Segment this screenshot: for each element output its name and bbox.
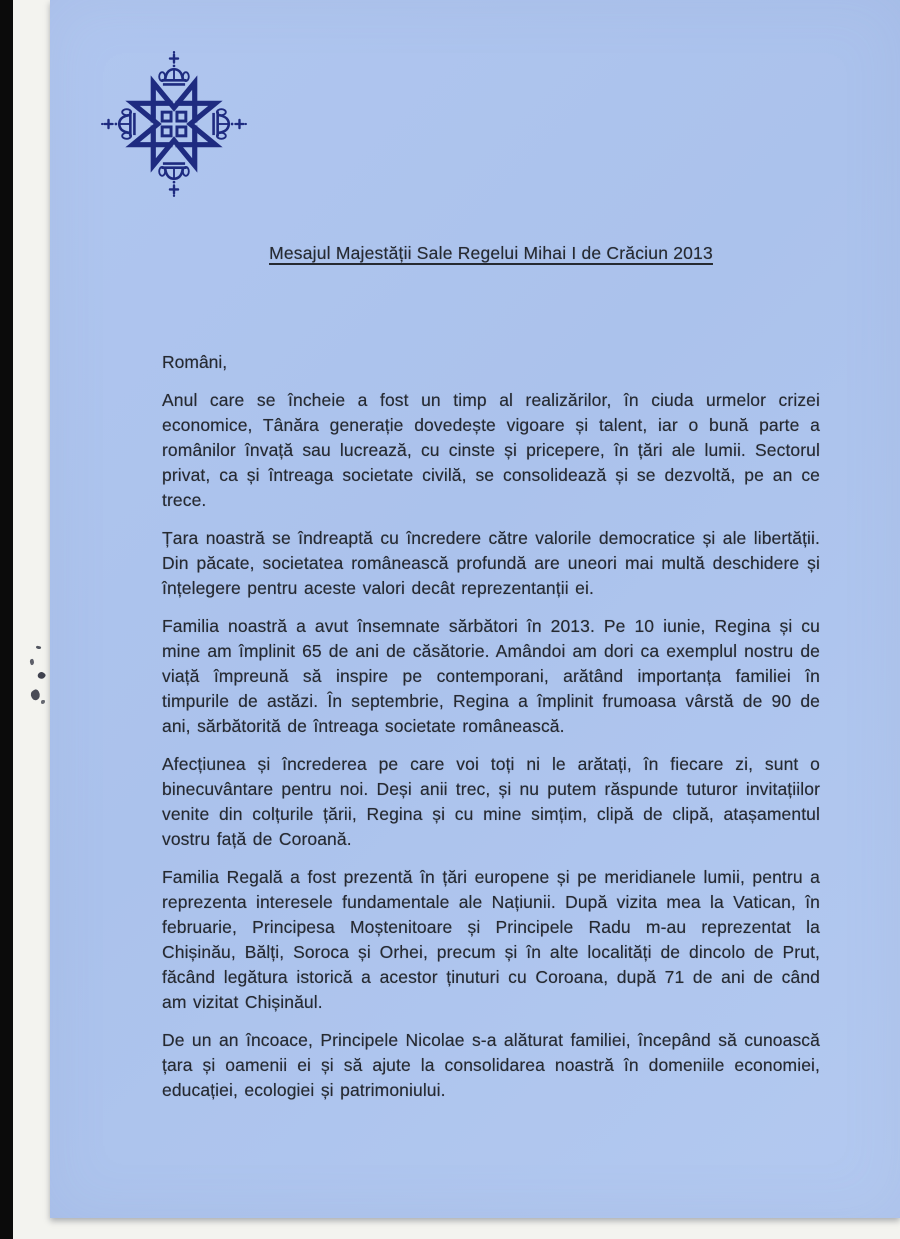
letter-salutation: Români, <box>162 352 228 372</box>
letter-body <box>162 0 820 1103</box>
letter-paragraph: De un an încoace, Principele Nicolae s-a alăturat familiei, începând să cunoască țara și oamenii ei și să ajute la consolidarea noastră în domeniile economiei, educației, ecologiei și patrimoniului. <box>162 1030 820 1100</box>
letter-title: Mesajul Majestății Sale Regelui Mihai I de Crăciun 2013 <box>269 243 713 263</box>
letter-paragraph: Familia Regală a fost prezentă în țări europene și pe meridianele lumii, pentru a reprezenta interesele fundamentale ale Națiunii. După vizita mea la Vatican, în februarie, Principesa Moștenitoare și Principele Radu m-au reprezentat la Chișinău, Bălți, Soroca și Orhei, precum și în alte localități de dincolo de Prut, făcând legătura istorică a acestor ținuturi cu Coroana, după 71 de ani de când am vizitat Chișinăul. <box>162 867 820 1012</box>
letter-paragraph: Familia noastră a avut însemnate sărbători în 2013. Pe 10 iunie, Regina și cu mine am împlinit 65 de ani de căsătorie. Amândoi am dori ca exemplul nostru de viață împreună să inspire pe contemporani, arătând importanța familiei în timpurile de astăzi. În septembrie, Regina a împlinit frumoasa vârstă de 90 de ani, sărbătorită de întreaga societate românească. <box>162 616 820 736</box>
letter-paragraph: Anul care se încheie a fost un timp al realizărilor, în ciuda urmelor crizei economice, Tânăra generație dovedește vigoare și talent, iar o bună parte a românilor învață sau lucrează, cu cinste și pricepere, în țări ale lumii. Sectorul privat, ca și întreaga societate civilă, se consolidează și se dezvoltă, pe an ce trece. <box>162 390 820 510</box>
letter-paragraph: Țara noastră se îndreaptă cu încredere către valorile democratice și ale libertății. Din păcate, societatea românească profundă are uneori mai multă deschidere și înțelegere pentru aceste valori decât reprezentanții ei. <box>162 528 820 598</box>
letter-paragraph: Afecțiunea și încrederea pe care voi toți ni le arătați, în fiecare zi, sunt o binecuvântare pentru noi. Deși anii trec, și nu putem răspunde tuturor invitațiilor venite din colțurile țării, Regina și cu mine simțim, clipă de clipă, atașamentul vostru față de Coroană. <box>162 754 820 849</box>
letter-paper <box>50 0 900 1218</box>
